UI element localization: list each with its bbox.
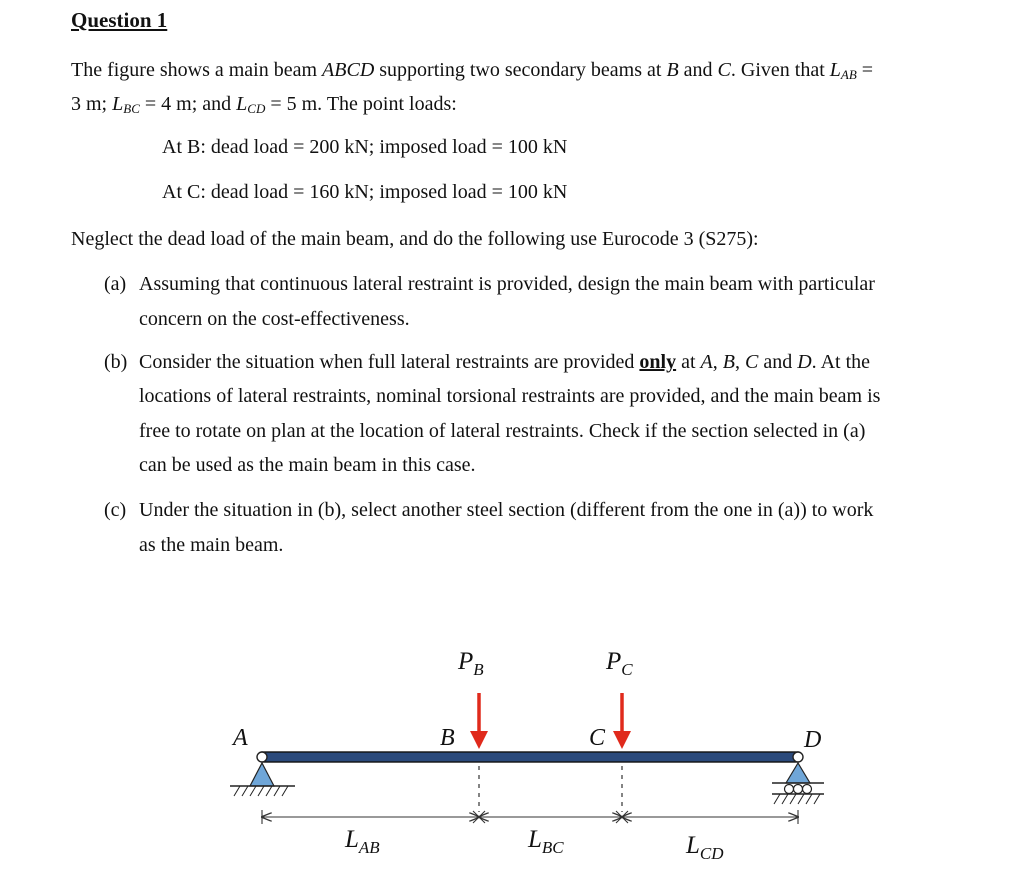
part-b-line-2: locations of lateral restraints, nominal torsional restraints are provided, and the main beam is: [139, 385, 881, 407]
part-b-line-1: Consider the situation when full lateral restraints are provided only at A, B, C and D. At the: [139, 351, 871, 373]
instruction-line: Neglect the dead load of the main beam, and do the following use Eurocode 3 (S275):: [71, 228, 759, 250]
main-beam: [262, 752, 798, 762]
part-c-label: (c): [104, 499, 127, 521]
intro-line-2: 3 m; $L_{BC} = 4$ m; and $L_{CD} = 5$ m. The point loads:: [71, 93, 457, 116]
part-b-line-3: free to rotate on plan at the location of lateral restraints. Check if the section selected in (a): [139, 420, 866, 442]
label-node-c: C: [589, 725, 606, 751]
part-c-line-1: Under the situation in (b), select another steel section (different from the one in (a)) to work: [139, 499, 874, 521]
label-lbc: $L_{BC}$: [528, 826, 564, 857]
load-at-c: At C: dead load = 160 kN; imposed load = 100 kN: [162, 181, 568, 203]
question-title: Question 1: [71, 8, 168, 32]
label-node-b: B: [440, 725, 455, 751]
part-c-line-2: as the main beam.: [139, 534, 284, 556]
part-b-label: (b): [104, 351, 128, 373]
intro-line-1: The figure shows a main beam ABCD supporting two secondary beams at B and C. Given that $L_{AB}$ =: [71, 59, 874, 82]
dimension-lines: [262, 810, 798, 824]
load-at-b: At B: dead load = 200 kN; imposed load = 100 kN: [162, 136, 568, 158]
label-node-d: D: [804, 727, 822, 753]
part-a-label: (a): [104, 273, 127, 295]
part-b-line-4: can be used as the main beam in this case.: [139, 454, 476, 476]
part-a-line-2: concern on the cost-effectiveness.: [139, 308, 410, 330]
load-arrow-c: [613, 693, 631, 749]
label-pc: $P_C$: [606, 648, 633, 679]
load-arrow-b: [470, 693, 488, 749]
label-lab: $L_{AB}$: [345, 826, 380, 857]
part-a-line-1: Assuming that continuous lateral restraint is provided, design the main beam with particular: [139, 273, 875, 295]
label-pb: $P_B$: [458, 648, 484, 679]
label-lcd: $L_{CD}$: [686, 832, 724, 863]
label-node-a: A: [233, 725, 248, 751]
